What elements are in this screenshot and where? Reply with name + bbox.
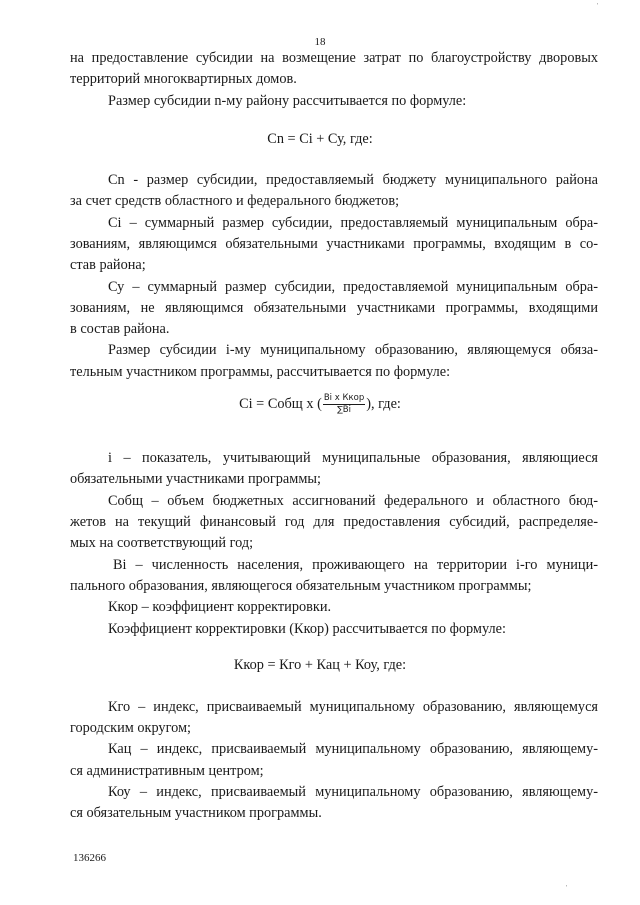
text-line: зованиям, являющимся обязательными участниками программы, входящим в со-: [70, 236, 598, 252]
text-line: обязательными участниками программы;: [70, 471, 321, 487]
text-line: на предоставление субсидии на возмещение затрат по благоустройству дворовых: [70, 50, 598, 66]
text-line: Собщ – объем бюджетных ассигнований федерального и областного бюд-: [108, 493, 598, 509]
text-line: жетов на текущий финансовый год для предоставления субсидий, распределяе-: [70, 514, 598, 530]
text-line: за счет средств областного и федерального бюджетов;: [70, 193, 400, 209]
text-line: в состав района.: [70, 321, 170, 337]
fraction-denominator: ∑Bi: [337, 405, 351, 415]
text-line: Bi – численность населения, проживающего на территории i-го муници-: [113, 557, 598, 573]
text-line: мых на соответствующий год;: [70, 535, 254, 551]
formula-cn: Сn = Сi + Су, где:: [267, 131, 373, 147]
formula-kkor: Ккор = Кго + Кац + Коу, где:: [233, 657, 407, 673]
text-line: Сi – суммарный размер субсидии, предоставляемый муниципальным обра-: [108, 215, 598, 231]
fraction-numerator: Bi x Ккор: [323, 393, 365, 403]
formula-fraction: [323, 393, 365, 416]
text-line: Кац – индекс, присваиваемый муниципальному образованию, являющему-: [108, 741, 598, 757]
text-line: Ккор – коэффициент корректировки.: [108, 599, 332, 615]
text-line: территорий многоквартирных домов.: [70, 71, 297, 87]
text-line: Размер субсидии n-му району рассчитывается по формуле:: [108, 93, 467, 109]
text-line: i – показатель, учитывающий муниципальные образования, являющиеся: [108, 450, 598, 466]
text-line: ся обязательным участником программы.: [70, 805, 322, 821]
text-line: Коэффициент корректировки (Ккор) рассчитывается по формуле:: [108, 621, 506, 637]
formula-ci-rhs: ), где:: [366, 395, 401, 412]
margin-mark: ': [597, 2, 599, 10]
text-line: Су – суммарный размер субсидии, предоставляемой муниципальным обра-: [108, 279, 598, 295]
page-number: 18: [314, 36, 326, 48]
text-line: ся административным центром;: [70, 763, 264, 779]
text-line: Размер субсидии i-му муниципальному образованию, являющемуся обяза-: [108, 342, 598, 358]
margin-mark: ': [566, 884, 568, 892]
document-id: 136266: [73, 852, 106, 864]
text-line: Коу – индекс, присваиваемый муниципальному образованию, являющему-: [108, 784, 598, 800]
formula-ci: [0, 393, 640, 416]
formula-ci-lhs: Сi = Собщ х (: [239, 395, 322, 412]
text-line: Кго – индекс, присваиваемый муниципальному образованию, являющемуся: [108, 699, 598, 715]
text-line: став района;: [70, 257, 146, 273]
text-line: тельным участником программы, рассчитывается по формуле:: [70, 364, 451, 380]
text-line: пального образования, являющегося обязательным участником программы;: [70, 578, 532, 594]
text-line: зованиям, не являющимся обязательными участниками программы, входящими: [70, 300, 598, 316]
text-line: городским округом;: [70, 720, 191, 736]
text-line: Сn - размер субсидии, предоставляемый бюджету муниципального района: [108, 172, 598, 188]
